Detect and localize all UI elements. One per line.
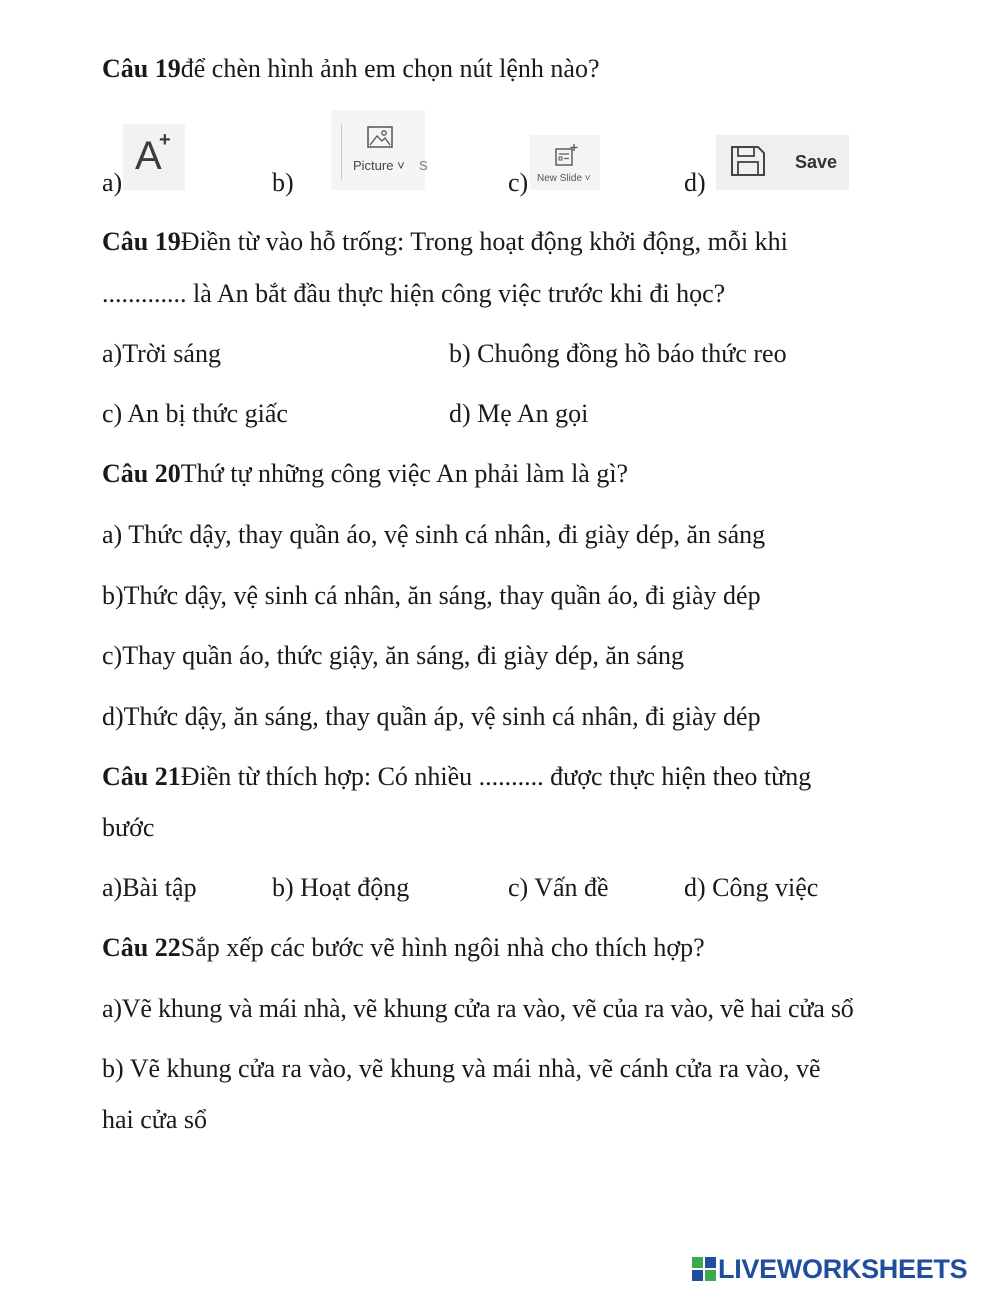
question-text: Điền từ thích hợp: Có nhiều .......... được thực hiện theo từng [180,762,812,791]
question-20 [102,457,628,491]
save-icon [730,145,766,177]
new-slide-button[interactable] [530,135,600,190]
question-22 [102,931,705,965]
save-button[interactable] [716,135,849,190]
option-a: a)Trời sáng [102,339,221,368]
save-label: Save [795,152,838,172]
question-label: Câu 22 [102,933,181,962]
question-21-line2: bước [102,813,155,842]
question-text: Thứ tự những công việc An phải làm là gì? [180,459,629,488]
question-text: Điền từ vào hỗ trống: Trong hoạt động khởi động, mỗi khi [180,227,788,256]
question-19a [102,52,600,86]
option-d: d)Thức dậy, ăn sáng, thay quần áp, vệ sinh cá nhân, đi giày dép [102,702,761,731]
picture-button-label: Picture ˅ [353,158,405,173]
truncated-label: S [419,158,428,173]
question-label: Câu 20 [102,459,181,488]
question-21 [102,760,811,794]
plus-glyph: + [159,129,171,151]
liveworksheets-logo [692,1252,967,1286]
option-d-label: d) [684,168,706,197]
question-label: Câu 19 [102,227,181,256]
option-c: c)Thay quần áo, thức giậy, ăn sáng, đi giày dép, ăn sáng [102,641,685,670]
question-text: Sắp xếp các bước vẽ hình ngôi nhà cho thích hợp? [180,933,705,962]
option-d: d) Công việc [684,873,819,902]
option-b-label: b) [272,168,294,197]
increase-font-size-icon[interactable] [123,124,185,190]
logo-text: LIVEWORKSHEETS [718,1253,968,1284]
option-c: c) Vấn đề [508,873,609,902]
option-b-line2: hai cửa sổ [102,1105,208,1134]
font-letter-glyph: A [135,134,162,178]
picture-button[interactable] [331,110,428,190]
option-b: b) Chuông đồng hồ báo thức reo [449,339,787,368]
question-19b-line2: ............. là An bắt đầu thực hiện công việc trước khi đi học? [102,279,726,308]
option-b: b)Thức dậy, vệ sinh cá nhân, ăn sáng, thay quần áo, đi giày dép [102,581,761,610]
new-slide-icon [554,143,578,167]
new-slide-label: New Slide ˅ [537,173,591,184]
question-label: Câu 19 [102,54,181,83]
option-c: c) An bị thức giấc [102,399,288,428]
option-d: d) Mẹ An gọi [449,399,589,428]
question-text: để chèn hình ảnh em chọn nút lệnh nào? [180,54,600,83]
option-b: b) Vẽ khung cửa ra vào, vẽ khung và mái nhà, vẽ cánh cửa ra vào, vẽ [102,1054,821,1083]
option-a: a)Vẽ khung và mái nhà, vẽ khung cửa ra vào, vẽ của ra vào, vẽ hai cửa sổ [102,994,854,1023]
picture-icon [367,126,393,148]
question-19b [102,225,788,259]
option-b: b) Hoạt động [272,873,410,902]
question-label: Câu 21 [102,762,181,791]
option-a: a)Bài tập [102,873,197,902]
option-c-label: c) [508,168,529,197]
option-a-label: a) [102,168,123,197]
option-a: a) Thức dậy, thay quần áo, vệ sinh cá nhân, đi giày dép, ăn sáng [102,520,766,549]
ribbon-separator [341,124,342,180]
liveworksheets-logo-icon [692,1257,716,1281]
